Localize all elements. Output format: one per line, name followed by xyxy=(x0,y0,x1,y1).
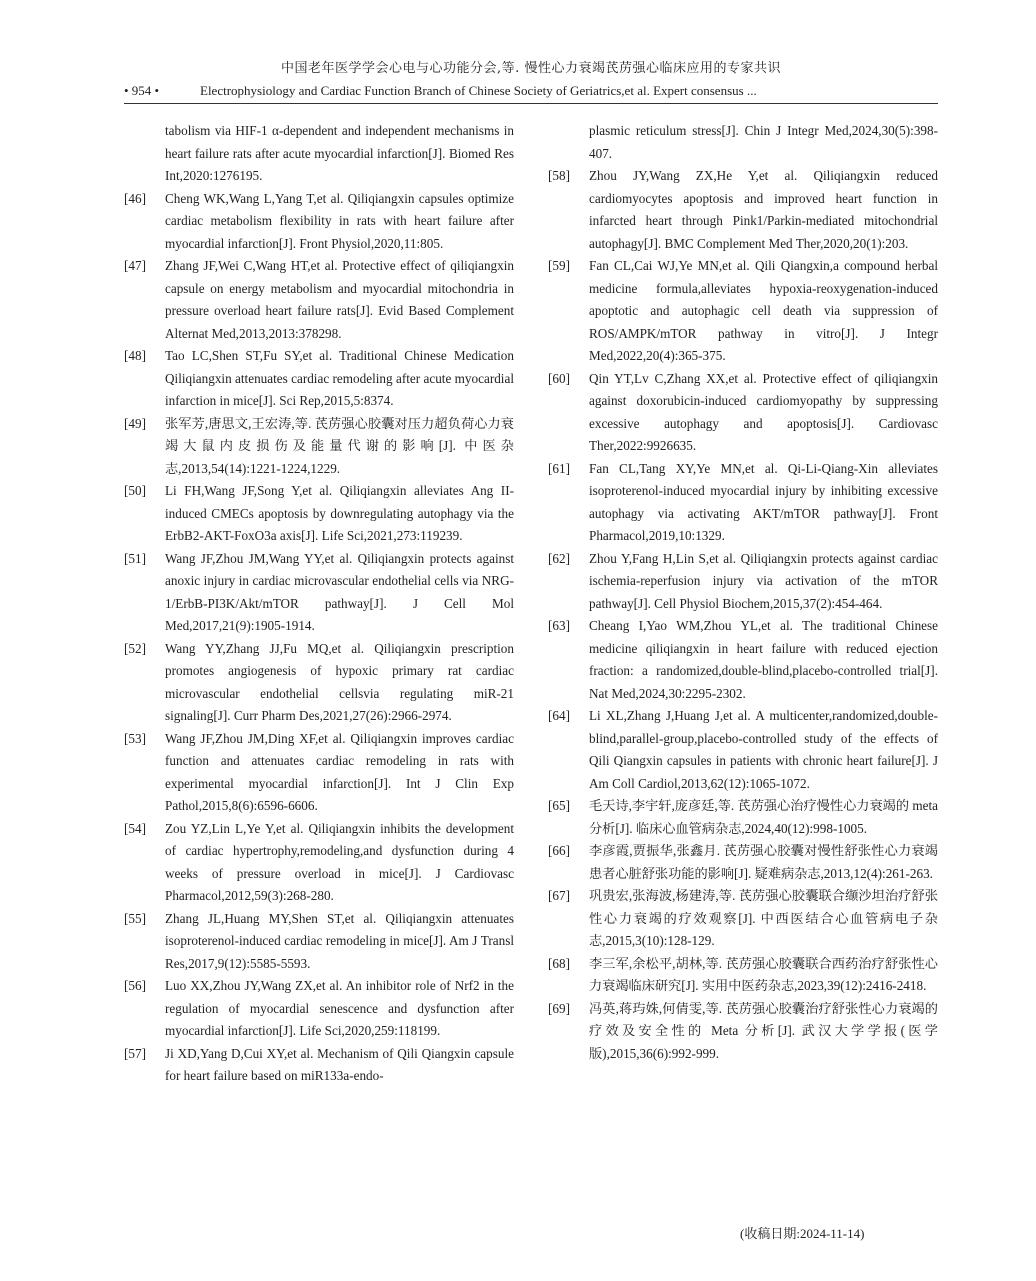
reference-item xyxy=(548,548,938,616)
reference-text: Cheng WK,Wang L,Yang T,et al. Qiliqiangxin capsules optimize cardiac metabolism flexibility in rats with heart failure after myocardial infarction[J]. Front Physiol,2020,11:805. xyxy=(165,190,514,251)
running-header xyxy=(124,58,938,102)
reference-number: [53] xyxy=(124,730,146,746)
reference-number: [51] xyxy=(124,550,146,566)
reference-text: Zhou JY,Wang ZX,He Y,et al. Qiliqiangxin reduced cardiomyocytes apoptosis and improved heart function in infarcted heart through Pink1/Parkin-mediated mitochondrial autophagy[J]. BMC Complement Med Ther,2020,20(1):203. xyxy=(589,168,938,251)
reference-text: 毛天诗,李宇轩,庞彦廷,等. 芪苈强心治疗慢性心力衰竭的 meta 分析[J]. 临床心血管病杂志,2024,40(12):998-1005. xyxy=(589,798,938,836)
reference-item xyxy=(548,255,938,368)
reference-continuation: plasmic reticulum stress[J]. Chin J Integr Med,2024,30(5):398-407. xyxy=(589,123,938,161)
reference-number: [66] xyxy=(548,843,570,858)
reference-item xyxy=(548,615,938,705)
reference-text: Zhang JL,Huang MY,Shen ST,et al. Qiliqiangxin attenuates isoproterenol-induced cardiac remodeling in mice[J]. Am J Transl Res,2017,9(12):5585-5593. xyxy=(165,910,514,971)
reference-item xyxy=(548,795,938,840)
reference-item xyxy=(548,953,938,998)
reference-number: [55] xyxy=(124,910,146,926)
reference-item xyxy=(548,840,938,885)
reference-item xyxy=(548,705,938,795)
reference-text: Fan CL,Tang XY,Ye MN,et al. Qi-Li-Qiang-Xin alleviates isoproterenol-induced myocardial injury by inhibiting excessive autophagy via activating AKT/mTOR pathway[J]. Front Pharmacol,2019,10:1329. xyxy=(589,460,938,543)
reference-item xyxy=(124,413,514,481)
reference-item xyxy=(124,480,514,548)
reference-text: Zou YZ,Lin L,Ye Y,et al. Qiliqiangxin inhibits the development of cardiac hypertrophy,remodeling,and dysfunction during 4 weeks of pressure overload in mice[J]. J Cardiovasc Pharmacol,2012,59(3):268-280. xyxy=(165,820,514,903)
header-row xyxy=(124,80,938,102)
right-column xyxy=(548,120,938,1065)
reference-item xyxy=(124,638,514,728)
reference-item xyxy=(124,345,514,413)
reference-item xyxy=(548,458,938,548)
reference-number: [67] xyxy=(548,888,570,903)
left-column xyxy=(124,120,514,1088)
reference-item xyxy=(124,818,514,908)
reference-continuation: tabolism via HIF-1 α-dependent and independent mechanisms in heart failure rats after acute myocardial infarction[J]. Biomed Res Int,2020:1276195. xyxy=(165,123,514,183)
reference-number: [60] xyxy=(548,370,570,386)
reference-number: [56] xyxy=(124,978,146,993)
left-reference-list xyxy=(124,188,514,1088)
reference-text: Cheang I,Yao WM,Zhou YL,et al. The traditional Chinese medicine qiliqiangxin in heart failure with reduced ejection fraction: a randomized,double-blind,placebo-controlled trial[J]. Nat Med,2024,30:2295-2302. xyxy=(589,618,938,701)
header-title-en: Electrophysiology and Cardiac Function Branch of Chinese Society of Geriatrics,et al. Expert consensus ... xyxy=(200,83,757,98)
reference-number: [62] xyxy=(548,550,570,566)
reference-item xyxy=(124,728,514,818)
right-reference-list xyxy=(548,165,938,1065)
header-rule xyxy=(124,103,938,104)
reference-text: Li FH,Wang JF,Song Y,et al. Qiliqiangxin alleviates Ang II-induced CMECs apoptosis by downregulating autophagy via the ErbB2-AKT-FoxO3a axis[J]. Life Sci,2021,273:119239. xyxy=(165,483,514,543)
reference-item xyxy=(124,188,514,256)
reference-item xyxy=(124,255,514,345)
reference-number: [65] xyxy=(548,798,570,813)
page-number: • 954 • xyxy=(124,83,160,98)
reference-number: [64] xyxy=(548,708,570,723)
reference-item xyxy=(124,975,514,1043)
reference-number: [47] xyxy=(124,258,146,273)
reference-item xyxy=(548,165,938,255)
reference-text: Zhou Y,Fang H,Lin S,et al. Qiliqiangxin protects against cardiac ischemia-reperfusion injury via activation of the mTOR pathway[J]. Cell Physiol Biochem,2015,37(2):454-464. xyxy=(589,550,938,611)
reference-text: 李彦霞,贾振华,张鑫月. 芪苈强心胶囊对慢性舒张性心力衰竭患者心脏舒张功能的影响[J]. 疑难病杂志,2013,12(4):261-263. xyxy=(589,843,938,881)
reference-number: [58] xyxy=(548,168,570,183)
reference-number: [46] xyxy=(124,190,146,206)
reference-text: Li XL,Zhang J,Huang J,et al. A multicenter,randomized,double-blind,parallel-group,placebo-controlled study of the effects of Qili Qiangxin capsules in patients with chronic heart failure[J]. J Am Coll Cardiol,2013,62(12):1065-1072. xyxy=(589,708,938,791)
reference-text: Fan CL,Cai WJ,Ye MN,et al. Qili Qiangxin,a compound herbal medicine formula,alleviates hypoxia-reoxygenation-induced apoptotic and autophagic cell death via suppression of ROS/AMPK/mTOR pathway in vitro[J]. J Integr Med,2022,20(4):365-375. xyxy=(589,258,938,363)
reference-number: [49] xyxy=(124,415,146,431)
reference-number: [69] xyxy=(548,1000,570,1016)
reference-text: Wang YY,Zhang JJ,Fu MQ,et al. Qiliqiangxin prescription promotes angiogenesis of hypoxic primary rat cardiac microvascular endothelial cellsvia regulating miR-21 signaling[J]. Curr Pharm Des,2021,27(26):2966-2974. xyxy=(165,640,514,723)
reference-item xyxy=(548,368,938,458)
reference-text: 张军芳,唐思文,王宏涛,等. 芪苈强心胶囊对压力超负荷心力衰竭大鼠内皮损伤及能量代谢的影响[J]. 中医杂志,2013,54(14):1221-1224,1229. xyxy=(165,415,514,476)
reference-number: [68] xyxy=(548,955,570,971)
received-date: (收稿日期:2024-11-14) xyxy=(740,1226,865,1241)
reference-item xyxy=(548,998,938,1066)
reference-text: Qin YT,Lv C,Zhang XX,et al. Protective effect of qiliqiangxin against doxorubicin-induced cardiomyopathy by suppressing excessive autophagy and apoptosis[J]. Cardiovasc Ther,2022:9926635. xyxy=(589,370,938,453)
reference-number: [57] xyxy=(124,1045,146,1061)
header-title-cn: 中国老年医学学会心电与心功能分会,等. 慢性心力衰竭芪苈强心临床应用的专家共识 xyxy=(281,61,781,76)
reference-number: [59] xyxy=(548,258,570,273)
reference-item xyxy=(548,885,938,953)
reference-item xyxy=(124,548,514,638)
reference-text: Zhang JF,Wei C,Wang HT,et al. Protective effect of qiliqiangxin capsule on energy metabolism and myocardial mitochondria in pressure overload heart failure rats[J]. Evid Based Complement Alternat Med,2013,2013:378298. xyxy=(165,258,514,341)
reference-number: [48] xyxy=(124,348,146,363)
reference-text: 巩贵宏,张海波,杨建涛,等. 芪苈强心胶囊联合缬沙坦治疗舒张性心力衰竭的疗效观察[J]. 中西医结合心血管病电子杂志,2015,3(10):128-129. xyxy=(589,888,938,948)
reference-number: [50] xyxy=(124,483,146,498)
reference-item xyxy=(124,1043,514,1088)
reference-text: Ji XD,Yang D,Cui XY,et al. Mechanism of Qili Qiangxin capsule for heart failure based on miR133a-endo- xyxy=(165,1045,514,1083)
reference-text: 冯英,蒋玙姝,何倩雯,等. 芪苈强心胶囊治疗舒张性心力衰竭的疗效及安全性的 Meta 分析[J]. 武汉大学学报(医学版),2015,36(6):992-999. xyxy=(589,1000,938,1061)
reference-number: [54] xyxy=(124,820,146,836)
reference-text: Luo XX,Zhou JY,Wang ZX,et al. An inhibitor role of Nrf2 in the regulation of myocardial senescence and dysfunction after myocardial infarction[J]. Life Sci,2020,259:118199. xyxy=(165,978,514,1038)
reference-number: [63] xyxy=(548,618,570,633)
reference-text: Tao LC,Shen ST,Fu SY,et al. Traditional Chinese Medication Qiliqiangxin attenuates cardiac remodeling after acute myocardial infarction in mice[J]. Sci Rep,2015,5:8374. xyxy=(165,348,514,408)
reference-text: 李三军,余松平,胡林,等. 芪苈强心胶囊联合西药治疗舒张性心力衰竭临床研究[J]. 实用中医药杂志,2023,39(12):2416-2418. xyxy=(589,955,938,993)
reference-item xyxy=(124,908,514,976)
reference-number: [52] xyxy=(124,640,146,656)
reference-text: Wang JF,Zhou JM,Wang YY,et al. Qiliqiangxin protects against anoxic injury in cardiac microvascular endothelial cells via NRG-1/ErbB-PI3K/Akt/mTOR pathway[J]. J Cell Mol Med,2017,21(9):1905-1914. xyxy=(165,550,514,633)
reference-number: [61] xyxy=(548,460,570,476)
reference-text: Wang JF,Zhou JM,Ding XF,et al. Qiliqiangxin improves cardiac function and attenuates cardiac remodeling in rats with experimental myocardial infarction[J]. Int J Clin Exp Pathol,2015,8(6):6596-6606. xyxy=(165,730,514,813)
